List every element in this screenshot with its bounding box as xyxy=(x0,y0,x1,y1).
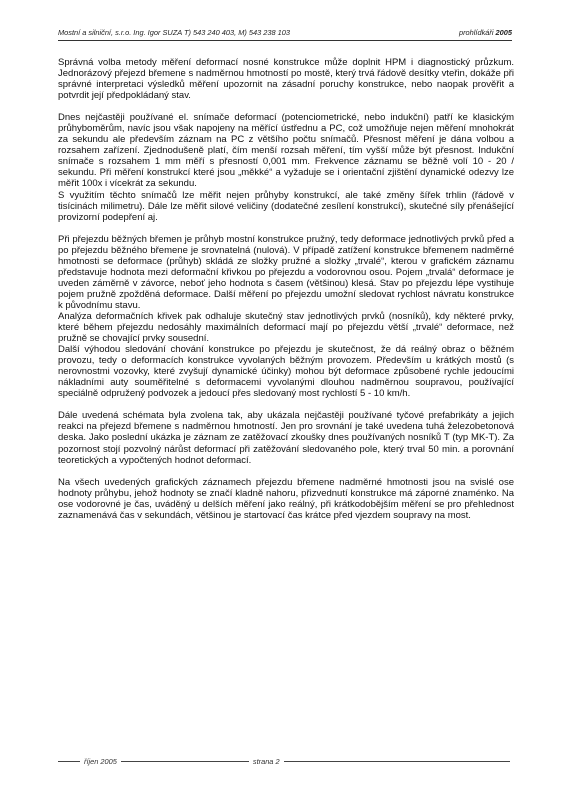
paragraph-traffic: Další výhodou sledování chování konstrukce po přejezdu je skutečnost, že dá reálný obraz o běžném provozu, tedy o deformacích konstrukce vyvolaných běžným provozem. Především u krátkých mostů (s nerovnostmi vozovky, které zvyšují dynamické účinky) mohou být deformace způsobené rychle jedoucími nákladními auty souměřitelné s deformacemi vyvolanými dlouhou nadměrnou soupravou, používající speciálně odpružený podvozek a jedoucí přes sledovaný most rychlostí 5 - 10 km/h. xyxy=(58,344,514,400)
page-header xyxy=(58,28,512,41)
paragraph-graphs: Na všech uvedených grafických záznamech přejezdu břemene nadměrné hmotnosti jsou na svislé ose hodnoty průhybu, jehož hodnoty se značí kladně nahoru, přizvednutí konstrukce má záporné znaménko. Na ose vodorovné je čas, uváděný u delších měření jako reálný, při krátkodobějším měření se pro přehlednost zaznamenává čas v sekundách, většinou je startovací čas krátce před vjezdem soupravy na most. xyxy=(58,476,514,521)
page-footer xyxy=(58,757,514,766)
footer-page-number: strana 2 xyxy=(252,757,280,766)
paragraph-sensor-uses: S využitím těchto snímačů lze měřit nejen průhyby konstrukcí, ale také změny šířek trhlin (řádově v tisícinách milimetru). Dále lze měřit silové veličiny (dodatečné zesílení konstrukcí), skutečné síly přenášející provizorní podepření aj. xyxy=(58,189,514,223)
header-publication: prohlídkáři 2005 xyxy=(458,28,512,37)
paragraph-analysis: Analýza deformačních křivek pak odhaluje skutečný stav jednotlivých prvků (nosníků), kdy některé prvky, které během přejezdu nedosáhly maximálních deformací mají po přejezdu větší „trvalé“ deformace, než pružně se chovající prvky sousední. xyxy=(58,310,514,345)
footer-date: říjen 2005 xyxy=(84,757,117,766)
footer-rule-left xyxy=(58,761,80,762)
paragraph-sensors: Dnes nejčastěji používané el. snímače deformací (potenciometrické, nebo indukční) patří ke klasickým průhyboměrům, navíc jsou však napojeny na měřící ústřednu a PC, což umožňuje nejen měření mnohokrát za sekundu ale především záznam na PC z většího počtu snímačů. Přesnost měření je dána volbou a rozsahem zařízení. Zjednodušeně platí, čím menší rozsah měření, tím vyšší může být přesnost. Indukční snímače s rozsahem 1 mm měří s přesností 0,001 mm. Frekvence záznamu se běžně volí 10 - 20 / sekundu. Při měření konstrukcí které jsou „měkké“ a vyžaduje se i orientační zjištění dynamické odezvy lze měřit 100x i vícekrát za sekundu. xyxy=(58,112,514,190)
document-body xyxy=(58,57,514,521)
header-year: 2005 xyxy=(495,28,512,37)
footer-rule-middle xyxy=(121,761,249,762)
paragraph-deformation: Při přejezdu běžných břemen je průhyb mostní konstrukce pružný, tedy deformace jednotlivých prvků před a po přejezdu běžného břemene je srovnatelná (nulová). V případě zatížení konstrukce břemenem nadměrné hmotnosti se deformace (průhyb) skládá ze složky pružné a složky „trvalé“, kterou v grafickém záznamu představuje hodnota mezi deformační křivkou po přejezdu a vodorovnou osou. Pojem „trvalá“ deformace je uveden záměrně v závorce, neboť jeho hodnota s časem (většinou) klesá. Stav po přejezdu lépe vystihuje pojem pružně zpožděná deformace. Další měření po přejezdu umožní sledovat rychlost návratu konstrukce k původnímu stavu. xyxy=(58,233,514,311)
footer-rule-right xyxy=(284,761,510,762)
paragraph-intro: Správná volba metody měření deformací nosné konstrukce může doplnit HPM i diagnostický průzkum. Jednorázový přejezd břemene s nadměrnou hmotností po mostě, který trvá řádově desítky vteřin, dokáže při správné interpretaci výsledků měření upozornit na zásadní poruchy konstrukce, nebo naopak prověřit a potvrdit její předpokládaný stav. xyxy=(58,57,514,102)
header-company: Mostní a silniční, s.r.o. Ing. Igor SUZA T) 543 240 403, M) 543 238 103 xyxy=(58,28,290,37)
paragraph-schemes: Dále uvedená schémata byla zvolena tak, aby ukázala nejčastěji používané tyčové prefabrikáty a jejich reakci na přejezd břemene s nadměrnou hmotností. Jen pro srovnání je také uvedena tuhá železobetonová deska. Jako poslední ukázka je záznam ze zatěžovací zkoušky dnes používaných nosníků T (typ MK-T). Za pozornost stojí pozvolný nárůst deformací při zatěžování sledovaného pole, který trval 50 min. a porovnání teoretických a vypočtených hodnot deformací. xyxy=(58,410,514,466)
